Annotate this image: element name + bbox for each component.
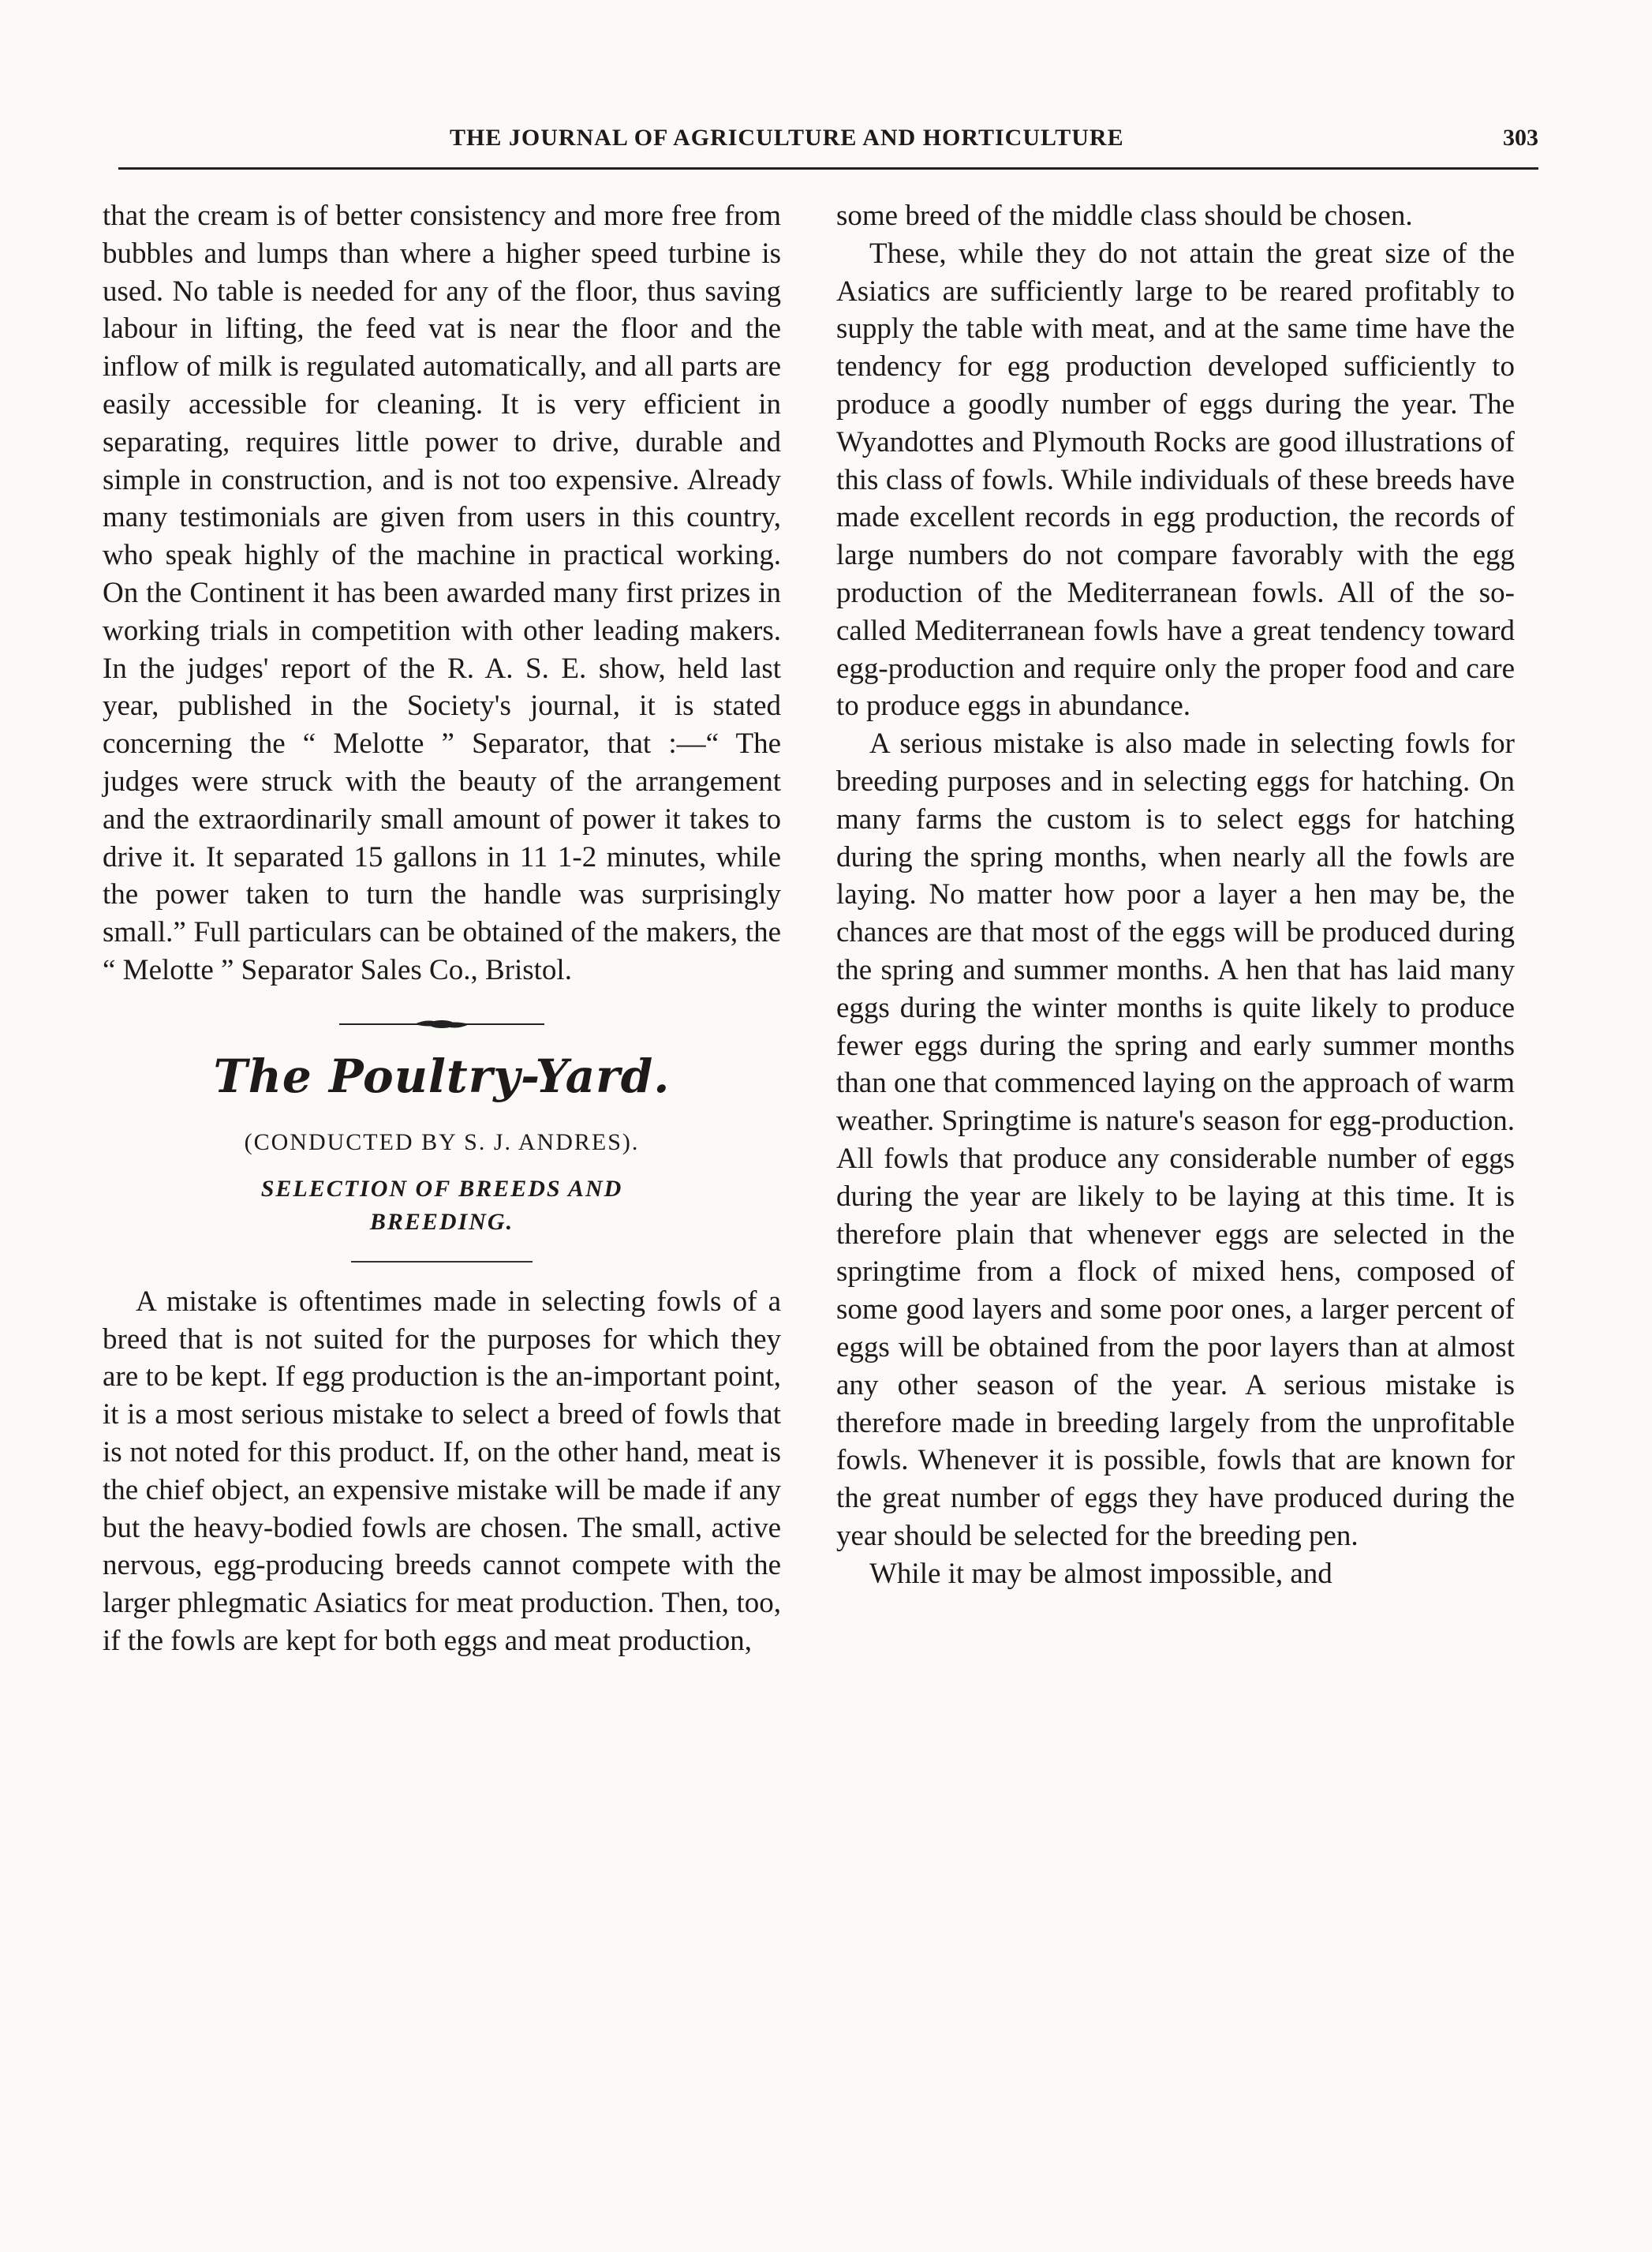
right-column	[836, 197, 1515, 1592]
left-column	[103, 197, 781, 1660]
department-title: The Poultry-Yard.	[213, 1049, 671, 1103]
breeds-paragraph-1: A mistake is oftentimes made in selecting fowls of a breed that is not suited for the purposes for which they are to be kept. If egg production is the an-important point, it is a most serious mistake to select a breed of fowls that is not noted for this product. If, on the other hand, meat is the chief object, an expensive mistake will be made if any but the heavy-bodied fowls are chosen. The small, active nervous, egg-producing breeds cannot compete with the larger phlegmatic Asiatics for meat production. Then, too, if the fowls are kept for both eggs and meat production,	[103, 1285, 781, 1657]
title-rule	[351, 1261, 533, 1263]
breeds-paragraph-2: These, while they do not attain the great size of the Asiatics are sufficiently large to be reared profitably to supply the table with meat, and at the same time have the tendency for egg production developed sufficiently to produce a goodly number of eggs during the year. The Wyandottes and Plymouth Rocks are good illustrations of this class of fowls. While individuals of these breeds have made excellent records in egg production, the records of large numbers do not compare favorably with the egg production of the Mediterranean fowls. All of the so-called Mediterranean fowls have a great tendency toward egg-production and require only the proper food and care to produce eggs in abundance.	[836, 237, 1515, 723]
breeds-paragraph-4: While it may be almost impossible, and	[869, 1557, 1332, 1590]
page-header	[118, 118, 1538, 166]
article-title-line-2: BREEDING.	[369, 1208, 514, 1235]
separator-article-paragraph: that the cream is of better consistency and more free from bubbles and lumps than where a higher speed turbine is used. No table is needed for any of the floor, thus saving labour in lifting, the feed vat is near the floor and the inflow of milk is regulated automatically, and all parts are easily accessible for cleaning. It is very efficient in separating, requires little power to drive, durable and simple in construction, and is not too expensive. Already many testimonials are given from users in this country, who speak highly of the machine in practical working. On the Continent it has been awarded many first prizes in working trials in competition with other leading makers. In the judges' report of the R. A. S. E. show, held last year, published in the Society's journal, it is stated concerning the “ Melotte ” Separator, that :—“ The judges were struck with the beauty of the arrangement and the extraordinarily small amount of power it takes to drive it. It separated 15 gallons in 11 1-2 minutes, while the power taken to turn the handle was surprisingly small.” Full particulars can be obtained of the makers, the “ Melotte ” Separator Sales Co., Bristol.	[103, 200, 781, 986]
section-ornament	[103, 1018, 781, 1031]
page-number: 303	[1503, 125, 1538, 151]
breeds-paragraph-3: A serious mistake is also made in selecting fowls for breeding purposes and in selecting eggs for hatching. On many farms the custom is to select eggs for hatching during the spring months, when nearly all the fowls are laying. No matter how poor a layer a hen may be, the chances are that most of the eggs will be produced during the spring and summer months. A hen that has laid many eggs during the winter months is quite likely to produce fewer eggs during the spring and early summer months than one that commenced laying on the approach of warm weather. Springtime is nature's season for egg-production. All fowls that produce any considerable number of eggs during the year are likely to be laying at this time. It is therefore plain that whenever eggs are selected in the springtime from a flock of mixed hens, composed of some good layers and some poor ones, a larger percent of eggs will be obtained from the poor layers than at almost any other season of the year. A serious mistake is therefore made in breeding largely from the unprofitable fowls. Whenever it is possible, fowls that are known for the great number of eggs they have produced during the year should be selected for the breeding pen.	[836, 728, 1515, 1552]
byline: (CONDUCTED BY S. J. ANDRES).	[244, 1128, 640, 1155]
running-head: THE JOURNAL OF AGRICULTURE AND HORTICULTURE	[450, 125, 1124, 151]
breeds-paragraph-continued: some breed of the middle class should be chosen.	[836, 200, 1413, 232]
article-title-line-1: SELECTION OF BREEDS AND	[260, 1175, 623, 1202]
header-rule	[118, 167, 1538, 170]
